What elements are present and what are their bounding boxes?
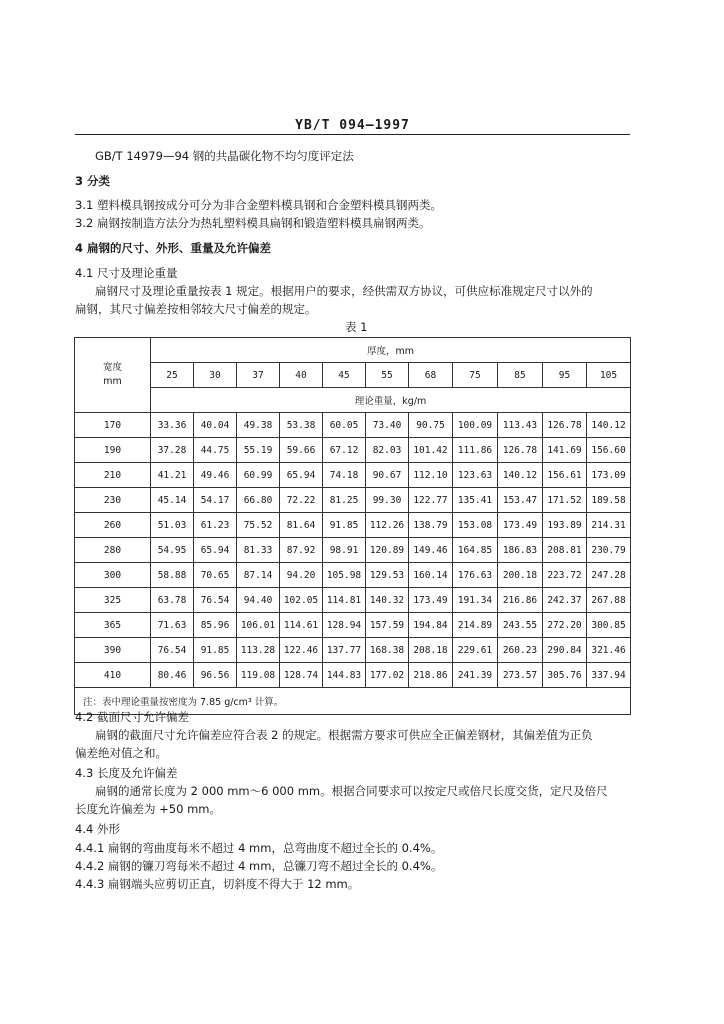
weight-cell: 87.92	[280, 538, 323, 563]
clause-4-2-heading: 4.2 截面尺寸允许偏差	[75, 710, 189, 724]
weight-cell: 70.65	[194, 563, 237, 588]
weight-cell: 241.39	[453, 663, 498, 688]
weight-cell: 91.85	[194, 638, 237, 663]
weight-cell: 112.10	[409, 463, 453, 488]
weight-cell: 81.64	[280, 513, 323, 538]
weight-cell: 194.84	[409, 613, 453, 638]
weight-cell: 100.09	[453, 413, 498, 438]
weight-cell: 49.38	[237, 413, 280, 438]
weight-cell: 51.03	[151, 513, 194, 538]
weight-cell: 247.28	[587, 563, 631, 588]
weight-cell: 144.83	[323, 663, 366, 688]
weight-cell: 72.22	[280, 488, 323, 513]
weight-cell: 189.58	[587, 488, 631, 513]
thickness-value: 45	[323, 363, 366, 388]
weight-cell: 81.33	[237, 538, 280, 563]
table-note: 注：表中理论重量按密度为 7.85 g/cm³ 计算。	[75, 688, 631, 715]
weight-cell: 105.98	[323, 563, 366, 588]
thickness-values-row	[75, 363, 631, 388]
width-cell: 300	[75, 563, 151, 588]
width-cell: 325	[75, 588, 151, 613]
weight-cell: 137.77	[323, 638, 366, 663]
weight-cell: 168.38	[366, 638, 409, 663]
weight-cell: 123.63	[453, 463, 498, 488]
weight-cell: 113.43	[498, 413, 543, 438]
weight-cell: 63.78	[151, 588, 194, 613]
width-cell: 210	[75, 463, 151, 488]
weight-cell: 126.78	[498, 438, 543, 463]
table-body	[75, 413, 631, 688]
table-row	[75, 438, 631, 463]
weight-cell: 135.41	[453, 488, 498, 513]
thickness-value: 30	[194, 363, 237, 388]
thickness-value: 37	[237, 363, 280, 388]
weight-cell: 119.08	[237, 663, 280, 688]
header-rule	[75, 134, 630, 135]
weight-cell: 61.23	[194, 513, 237, 538]
table-row	[75, 488, 631, 513]
weight-cell: 164.85	[453, 538, 498, 563]
weight-cell: 140.12	[587, 413, 631, 438]
weight-cell: 55.19	[237, 438, 280, 463]
thickness-value: 75	[453, 363, 498, 388]
weight-cell: 73.40	[366, 413, 409, 438]
width-cell: 280	[75, 538, 151, 563]
weight-cell: 60.05	[323, 413, 366, 438]
clause-4-3-para-line2: 长度允许偏差为 +50 mm。	[75, 802, 221, 816]
weight-cell: 141.69	[543, 438, 587, 463]
width-label: 宽度	[102, 362, 122, 373]
weight-cell: 260.23	[498, 638, 543, 663]
weight-cell: 96.56	[194, 663, 237, 688]
ref-standard: GB/T 14979—94 钢的共晶碳化物不均匀度评定法	[95, 149, 354, 163]
weight-cell: 122.46	[280, 638, 323, 663]
section-3-heading: 3 分类	[75, 174, 111, 188]
weight-cell: 90.75	[409, 413, 453, 438]
weight-cell: 140.12	[498, 463, 543, 488]
weight-cell: 153.47	[498, 488, 543, 513]
thickness-value: 68	[409, 363, 453, 388]
table-row	[75, 513, 631, 538]
weight-cell: 160.14	[409, 563, 453, 588]
weight-cell: 272.20	[543, 613, 587, 638]
width-header	[75, 338, 151, 413]
weight-cell: 223.72	[543, 563, 587, 588]
weight-cell: 156.60	[587, 438, 631, 463]
clause-4-1-heading: 4.1 尺寸及理论重量	[75, 266, 178, 280]
weight-cell: 273.57	[498, 663, 543, 688]
weight-cell: 90.67	[366, 463, 409, 488]
weight-cell: 37.28	[151, 438, 194, 463]
weight-cell: 218.86	[409, 663, 453, 688]
weight-cell: 44.75	[194, 438, 237, 463]
width-cell: 390	[75, 638, 151, 663]
clause-4-4-2: 4.4.2 扁钢的镰刀弯每米不超过 4 mm，总镰刀弯不超过全长的 0.4%。	[75, 859, 443, 873]
weight-table-wrap	[74, 337, 630, 715]
weight-cell: 76.54	[151, 638, 194, 663]
clause-4-2-para-line2: 偏差绝对值之和。	[75, 746, 167, 760]
table-row	[75, 638, 631, 663]
weight-cell: 191.34	[453, 588, 498, 613]
weight-cell: 60.99	[237, 463, 280, 488]
weight-cell: 229.61	[453, 638, 498, 663]
weight-cell: 126.78	[543, 413, 587, 438]
weight-cell: 106.01	[237, 613, 280, 638]
weight-cell: 321.46	[587, 638, 631, 663]
weight-cell: 113.28	[237, 638, 280, 663]
weight-cell: 58.88	[151, 563, 194, 588]
weight-cell: 54.95	[151, 538, 194, 563]
weight-cell: 173.49	[498, 513, 543, 538]
section-4-heading: 4 扁钢的尺寸、外形、重量及允许偏差	[75, 241, 272, 255]
weight-cell: 129.53	[366, 563, 409, 588]
weight-cell: 80.46	[151, 663, 194, 688]
thickness-value: 85	[498, 363, 543, 388]
table-row	[75, 588, 631, 613]
weight-cell: 177.02	[366, 663, 409, 688]
weight-cell: 176.63	[453, 563, 498, 588]
table-row	[75, 613, 631, 638]
weight-table	[74, 337, 631, 715]
weight-cell: 41.21	[151, 463, 194, 488]
width-cell: 230	[75, 488, 151, 513]
width-cell: 190	[75, 438, 151, 463]
weight-cell: 49.46	[194, 463, 237, 488]
width-cell: 170	[75, 413, 151, 438]
weight-cell: 128.74	[280, 663, 323, 688]
weight-cell: 208.18	[409, 638, 453, 663]
thickness-header: 厚度，mm	[151, 338, 631, 363]
weight-cell: 173.09	[587, 463, 631, 488]
weight-cell: 300.85	[587, 613, 631, 638]
weight-cell: 59.66	[280, 438, 323, 463]
weight-header: 理论重量，kg/m	[151, 388, 631, 413]
weight-cell: 71.63	[151, 613, 194, 638]
weight-cell: 114.61	[280, 613, 323, 638]
weight-cell: 33.36	[151, 413, 194, 438]
weight-cell: 112.26	[366, 513, 409, 538]
weight-cell: 99.30	[366, 488, 409, 513]
weight-cell: 243.55	[498, 613, 543, 638]
table-caption: 表 1	[345, 320, 368, 334]
thickness-value: 40	[280, 363, 323, 388]
weight-cell: 101.42	[409, 438, 453, 463]
weight-cell: 242.37	[543, 588, 587, 613]
clause-4-1-para-line1: 扁钢尺寸及理论重量按表 1 规定。根据用户的要求，经供需双方协议，可供应标准规定尺寸以外的	[95, 284, 593, 298]
thickness-value: 95	[543, 363, 587, 388]
thickness-value: 55	[366, 363, 409, 388]
clause-4-4-heading: 4.4 外形	[75, 822, 120, 836]
table-row	[75, 463, 631, 488]
width-cell: 260	[75, 513, 151, 538]
clause-4-4-3: 4.4.3 扁钢端头应剪切正直，切斜度不得大于 12 mm。	[75, 877, 360, 891]
clause-4-2-para-line1: 扁钢的截面尺寸允许偏差应符合表 2 的规定。根据需方要求可供应全正偏差钢材，其偏差值为正负	[95, 728, 593, 742]
weight-cell: 173.49	[409, 588, 453, 613]
width-cell: 410	[75, 663, 151, 688]
weight-cell: 156.61	[543, 463, 587, 488]
clause-4-3-heading: 4.3 长度及允许偏差	[75, 766, 178, 780]
weight-cell: 53.38	[280, 413, 323, 438]
weight-cell: 171.52	[543, 488, 587, 513]
weight-cell: 128.94	[323, 613, 366, 638]
width-unit: mm	[103, 376, 122, 387]
weight-cell: 111.86	[453, 438, 498, 463]
weight-cell: 122.77	[409, 488, 453, 513]
weight-cell: 208.81	[543, 538, 587, 563]
table-row	[75, 413, 631, 438]
weight-cell: 45.14	[151, 488, 194, 513]
weight-cell: 74.18	[323, 463, 366, 488]
weight-cell: 102.05	[280, 588, 323, 613]
weight-cell: 98.91	[323, 538, 366, 563]
clause-4-1-para-line2: 扁钢，其尺寸偏差按相邻较大尺寸偏差的规定。	[75, 302, 317, 316]
weight-cell: 91.85	[323, 513, 366, 538]
weight-cell: 66.80	[237, 488, 280, 513]
weight-cell: 94.20	[280, 563, 323, 588]
table-row	[75, 538, 631, 563]
weight-cell: 337.94	[587, 663, 631, 688]
clause-4-3-para-line1: 扁钢的通常长度为 2 000 mm～6 000 mm。根据合同要求可以按定尺或倍尺长度交货，定尺及倍尺	[95, 784, 608, 798]
weight-cell: 186.83	[498, 538, 543, 563]
table-row	[75, 563, 631, 588]
thickness-value: 25	[151, 363, 194, 388]
weight-cell: 138.79	[409, 513, 453, 538]
weight-cell: 149.46	[409, 538, 453, 563]
weight-cell: 81.25	[323, 488, 366, 513]
weight-cell: 54.17	[194, 488, 237, 513]
weight-cell: 65.94	[280, 463, 323, 488]
weight-cell: 305.76	[543, 663, 587, 688]
weight-cell: 82.03	[366, 438, 409, 463]
weight-cell: 214.31	[587, 513, 631, 538]
weight-cell: 67.12	[323, 438, 366, 463]
standard-number: YB/T 094—1997	[295, 118, 410, 133]
weight-cell: 230.79	[587, 538, 631, 563]
weight-cell: 157.59	[366, 613, 409, 638]
weight-cell: 200.18	[498, 563, 543, 588]
weight-cell: 114.81	[323, 588, 366, 613]
weight-cell: 40.04	[194, 413, 237, 438]
weight-cell: 120.89	[366, 538, 409, 563]
weight-cell: 85.96	[194, 613, 237, 638]
weight-cell: 140.32	[366, 588, 409, 613]
table-row	[75, 663, 631, 688]
width-cell: 365	[75, 613, 151, 638]
weight-cell: 87.14	[237, 563, 280, 588]
weight-cell: 94.40	[237, 588, 280, 613]
weight-cell: 193.89	[543, 513, 587, 538]
weight-cell: 214.89	[453, 613, 498, 638]
weight-cell: 153.08	[453, 513, 498, 538]
weight-cell: 75.52	[237, 513, 280, 538]
weight-cell: 290.84	[543, 638, 587, 663]
clause-3-1: 3.1 塑料模具钢按成分可分为非合金塑料模具钢和合金塑料模具钢两类。	[75, 198, 442, 212]
weight-cell: 267.88	[587, 588, 631, 613]
clause-3-2: 3.2 扁钢按制造方法分为热轧塑料模具扁钢和锻造塑料模具扁钢两类。	[75, 216, 431, 230]
clause-4-4-1: 4.4.1 扁钢的弯曲度每米不超过 4 mm，总弯曲度不超过全长的 0.4%。	[75, 841, 443, 855]
weight-cell: 76.54	[194, 588, 237, 613]
weight-cell: 216.86	[498, 588, 543, 613]
weight-cell: 65.94	[194, 538, 237, 563]
thickness-value: 105	[587, 363, 631, 388]
